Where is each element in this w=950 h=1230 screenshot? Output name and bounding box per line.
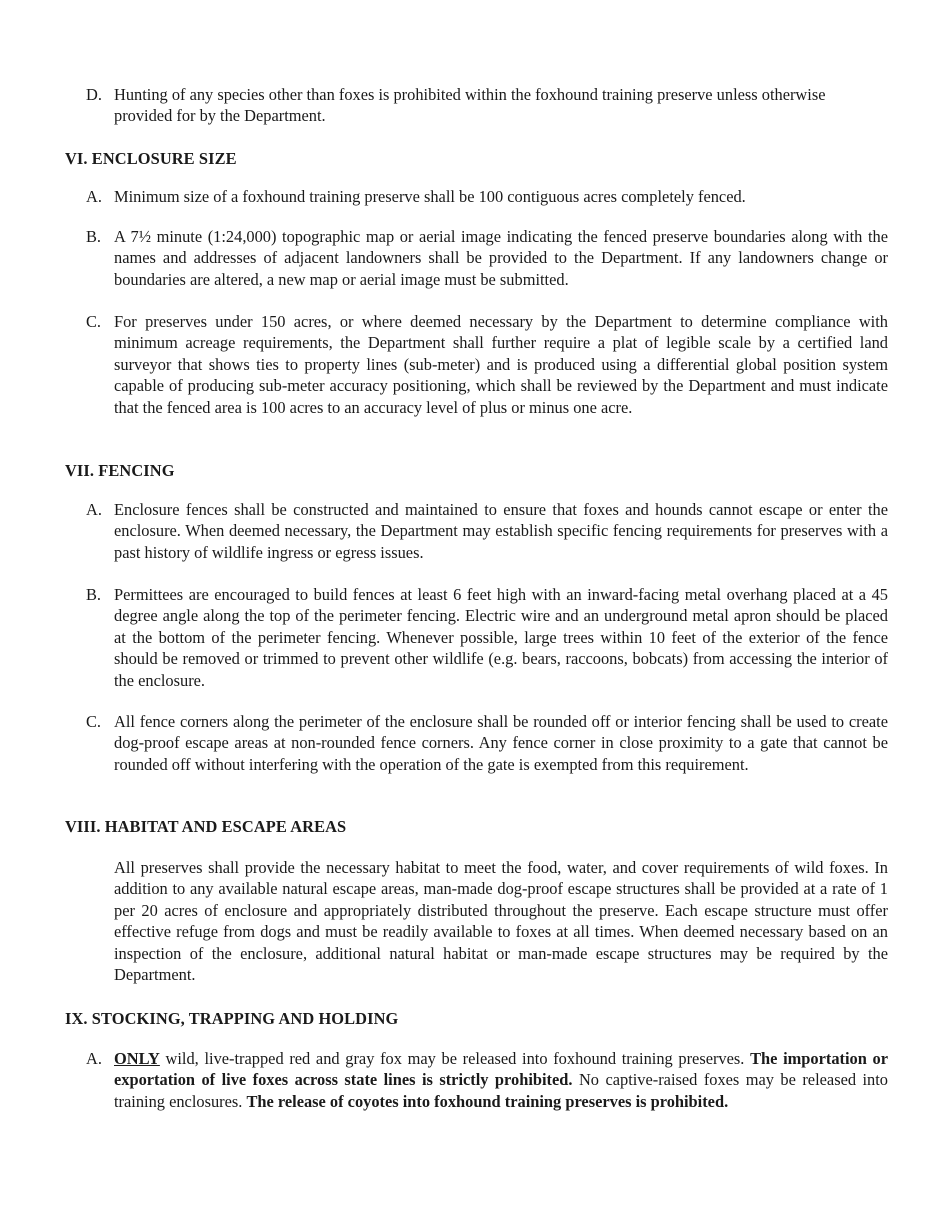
item-text: Permittees are encouraged to build fences at least 6 feet high with an inward-facing metal overhang placed at a 45 degree angle along the top of the perimeter fencing. Electric wire and an underground metal apron should be placed at the bottom of the perimeter fencing. Whenever possible, large trees within 10 feet of the exterior of the fence should be removed or trimmed to prevent other wildlife (e.g. bears, raccoons, bobcats) from accessing the interior of the enclosure.: [114, 585, 888, 690]
section-vii-item-c: [86, 711, 888, 775]
section-ix-heading: IX. STOCKING, TRAPPING AND HOLDING: [65, 1009, 399, 1028]
item-label: C.: [86, 712, 102, 731]
item-label: D.: [86, 85, 102, 104]
section-vii-heading: VII. FENCING: [65, 461, 175, 480]
item-label: A.: [86, 1049, 102, 1068]
item-text: [114, 1048, 888, 1112]
emphasis-only: ONLY: [114, 1049, 160, 1068]
section-viii-heading: VIII. HABITAT AND ESCAPE AREAS: [65, 817, 347, 836]
section-vi-item-b: [86, 226, 888, 290]
item-text: All fence corners along the perimeter of the enclosure shall be rounded off or interior fencing shall be used to create dog-proof escape areas at non-rounded fence corners. Any fence corner in close proximity to a gate that cannot be rounded off without interfering with the operation of the gate is exempted from this requirement.: [114, 712, 888, 774]
item-bold-part-2: The release of coyotes into foxhound training preserves is prohibited.: [246, 1091, 729, 1111]
section-vi-item-a: [86, 186, 888, 207]
item-bold-part-1: The importation or exportation of live foxes across state lines is strictly prohibited.: [114, 1049, 888, 1090]
section-viii-paragraph: All preserves shall provide the necessary habitat to meet the food, water, and cover requirements of wild foxes. In addition to any available natural escape areas, man-made dog-proof escape structures shall be provided at a rate of 1 per 20 acres of enclosure and appropriately distributed throughout the preserve. Each escape structure must offer effective refuge from dogs and must be readily available to foxes at all times. When deemed necessary based on an inspection of the enclosure, additional natural habitat or man-made escape structures may be required by the Department.: [114, 858, 888, 985]
item-label: B.: [86, 585, 102, 604]
item-text: For preserves under 150 acres, or where deemed necessary by the Department to determine compliance with minimum acreage requirements, the Department shall further require a plat of legible scale by a certified land surveyor that shows ties to property lines (sub-meter) and is produced using a differential global position system capable of producing sub-meter accuracy positioning, which shall be reviewed by the Department and must indicate that the fenced area is 100 acres to an accuracy level of plus or minus one acre.: [114, 312, 888, 417]
item-text: Minimum size of a foxhound training preserve shall be 100 contiguous acres completely fenced.: [114, 187, 746, 206]
section-vi-heading: VI. ENCLOSURE SIZE: [65, 149, 237, 168]
item-text: A 7½ minute (1:24,000) topographic map or aerial image indicating the fenced preserve boundaries along with the names and addresses of adjacent landowners shall be provided to the Department. If any landowners change or boundaries are altered, a new map or aerial image must be submitted.: [114, 227, 888, 289]
section-vi-item-c: [86, 311, 888, 418]
section-vii-item-a: [86, 499, 888, 563]
item-text-part-1: wild, live-trapped red and gray fox may be released into foxhound training preserves.: [159, 1049, 751, 1068]
section-vii-item-b: [86, 584, 888, 691]
item-label: B.: [86, 227, 102, 246]
item-label: A.: [86, 500, 102, 519]
item-text: Hunting of any species other than foxes is prohibited within the foxhound training preserve unless otherwise provided for by the Department.: [114, 85, 826, 126]
item-text: Enclosure fences shall be constructed and maintained to ensure that foxes and hounds cannot escape or enter the enclosure. When deemed necessary, the Department may establish specific fencing requirements for preserves with a past history of wildlife ingress or egress issues.: [114, 500, 888, 562]
item-label: A.: [86, 187, 102, 206]
section-v-item-d: [86, 84, 888, 127]
item-label: C.: [86, 312, 102, 331]
item-text-part-2: No captive-raised foxes may be released into training enclosures.: [114, 1070, 888, 1111]
section-ix-item-a: [86, 1048, 888, 1112]
